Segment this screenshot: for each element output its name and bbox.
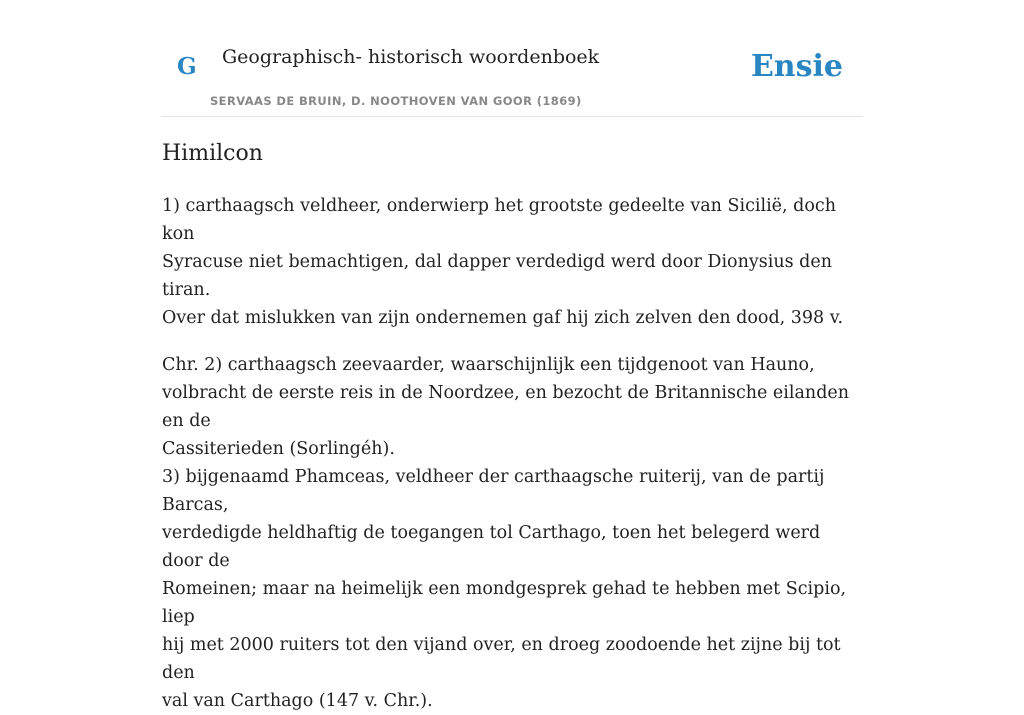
ensie-logo[interactable]: Ensie <box>750 49 843 84</box>
page-header <box>162 0 862 117</box>
entry-title: Himilcon <box>162 141 263 166</box>
book-logo-icon[interactable]: G <box>177 53 197 80</box>
entry-paragraph: Chr. 2) carthaagsch zeevaarder, waarschijnlijk een tijdgenoot van Hauno, volbracht de eerste reis in de Noordzee, en bezocht de Britannische eilanden en de Cassiterieden (Sorlingéh). 3) bijgenaamd Phamceas, veldheer der carthaagsche ruiterij, van de partij Barcas, verdedigde heldhaftig de toegangen tol Carthago, toen het belegerd werd door de Romeinen; maar na heimelijk een mondgesprek gehad te hebben met Scipio, liep hij met 2000 ruiters tot den vijand over, en droeg zoodoende het zijne bij tot den val van Carthago (147 v. Chr.). <box>162 355 850 711</box>
entry-content <box>162 138 862 715</box>
entry-paragraph: 1) carthaagsch veldheer, onderwierp het grootste gedeelte van Sicilië, doch kon Syracuse niet bemachtigen, dal dapper verdedigd werd door Dionysius den tiran. Over dat mislukken van zijn ondernemen gaf hij zich zelven den dood, 398 v. <box>162 196 844 328</box>
book-title[interactable]: Geographisch- historisch woordenboek <box>222 46 600 68</box>
book-authors: SERVAAS DE BRUIN, D. NOOTHOVEN VAN GOOR (1869) <box>210 94 582 108</box>
